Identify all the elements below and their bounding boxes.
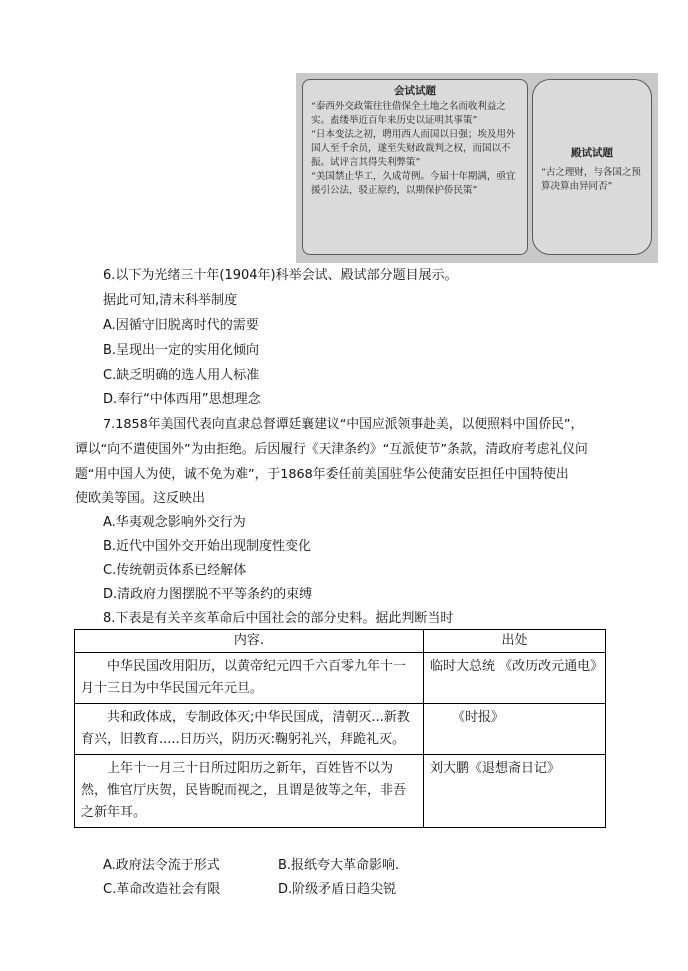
q8-option-d: D.阶级矛盾日趋尖锐: [278, 882, 397, 897]
table-cell-source: 《时报》: [424, 704, 606, 755]
q7-line-2: 谭以“向不遣使国外”为由拒绝。后因履行《天津条约》“互派使节”条款，清政府考虑礼仪问: [75, 442, 588, 457]
huishi-card-title: 会试试题: [394, 85, 436, 97]
q6-stem: 6.以下为光绪三十年(1904年)科举会试、殿试部分题目展示。: [103, 268, 458, 283]
q7-option-b: B.近代中国外交开始出现制度性变化: [103, 539, 312, 554]
table-row: [75, 755, 606, 828]
table-header-source: 出处: [424, 630, 606, 653]
table-row: [75, 653, 606, 704]
q7-option-c: C.传统朝贡体系已经解体: [103, 563, 247, 578]
dianshi-card: [532, 79, 652, 255]
q7-option-d: D.清政府力图摆脱不平等条约的束缚: [103, 587, 313, 602]
q6-option-b: B.呈现出一定的实用化倾向: [103, 343, 260, 358]
q7-line-3: 题“用中国人为使，诚不免为难”，于1868年委任前美国驻华公使蒲安臣担任中国特使出: [75, 467, 569, 482]
q6-sub: 据此可知,清末科举制度: [103, 293, 238, 308]
table-row: [75, 704, 606, 755]
q6-option-a: A.因循守旧脱离时代的需要: [103, 318, 259, 333]
q6-option-c: C.缺乏明确的选人用人标准: [103, 368, 260, 383]
q8-source-table: [74, 629, 606, 828]
q8-option-c: C.革命改造社会有限: [103, 882, 221, 897]
q8-option-a: A.政府法令流于形式: [103, 858, 220, 873]
q7-option-a: A.华夷观念影响外交行为: [103, 515, 246, 530]
q8-stem: 8.下表是有关辛亥革命后中国社会的部分史料。据此判断当时: [103, 611, 454, 626]
q6-option-d: D.奉行“中体西用”思想理念: [103, 392, 261, 407]
huishi-line-3: “美国禁止华工，久成苛例。今届十年期满，亟宜援引公法，驳正原约，以期保护侨民策”: [311, 171, 516, 196]
huishi-line-2: “日本变法之初，聘用西人而国以日强；埃及用外国人至千余员，遂至失财政裁判之权，而国以不振。试评言其得失利弊策”: [311, 129, 516, 168]
exam-questions-photo: [296, 73, 658, 263]
table-header-row: [75, 630, 606, 653]
table-cell-content: 中华民国改用阳历，以黄帝纪元四千六百零九年十一月十三日为中华民国元年元旦。: [75, 653, 424, 704]
q7-line-4: 使欧美等国。这反映出: [75, 491, 206, 506]
dianshi-text: “古之理财，与各国之预算决算由异同否”: [541, 167, 641, 192]
table-cell-content: 共和政体成，专制政体灭;中华民国成，清朝灭...新教育兴，旧教育.....日历兴，阴历灭:鞠躬礼兴，拜跪礼灭。: [75, 704, 424, 755]
q8-option-b: B.报纸夸大革命影响.: [278, 858, 400, 873]
table-cell-content: 上年十一月三十日所过阳历之新年，百姓皆不以为然，惟官厅庆贺，民皆睨而视之，且谓是彼等之年，非吾之新年耳。: [75, 755, 424, 828]
huishi-card: [302, 79, 528, 255]
table-cell-source: 临时大总统 《改历改元通电》: [424, 653, 606, 704]
table-cell-source: 刘大鹏《退想斋日记》: [424, 755, 606, 828]
table-header-content: 内容.: [75, 630, 424, 653]
huishi-line-1: “泰西外交政策往往借保全土地之名而收利益之实。盍缕举近百年来历史以证明其事策”: [311, 101, 506, 126]
q7-line-1: 7.1858年美国代表向直隶总督谭廷襄建议“中国应派领事赴美，以便照料中国侨民”，: [103, 417, 584, 432]
dianshi-card-title: 殿试试题: [571, 147, 613, 159]
